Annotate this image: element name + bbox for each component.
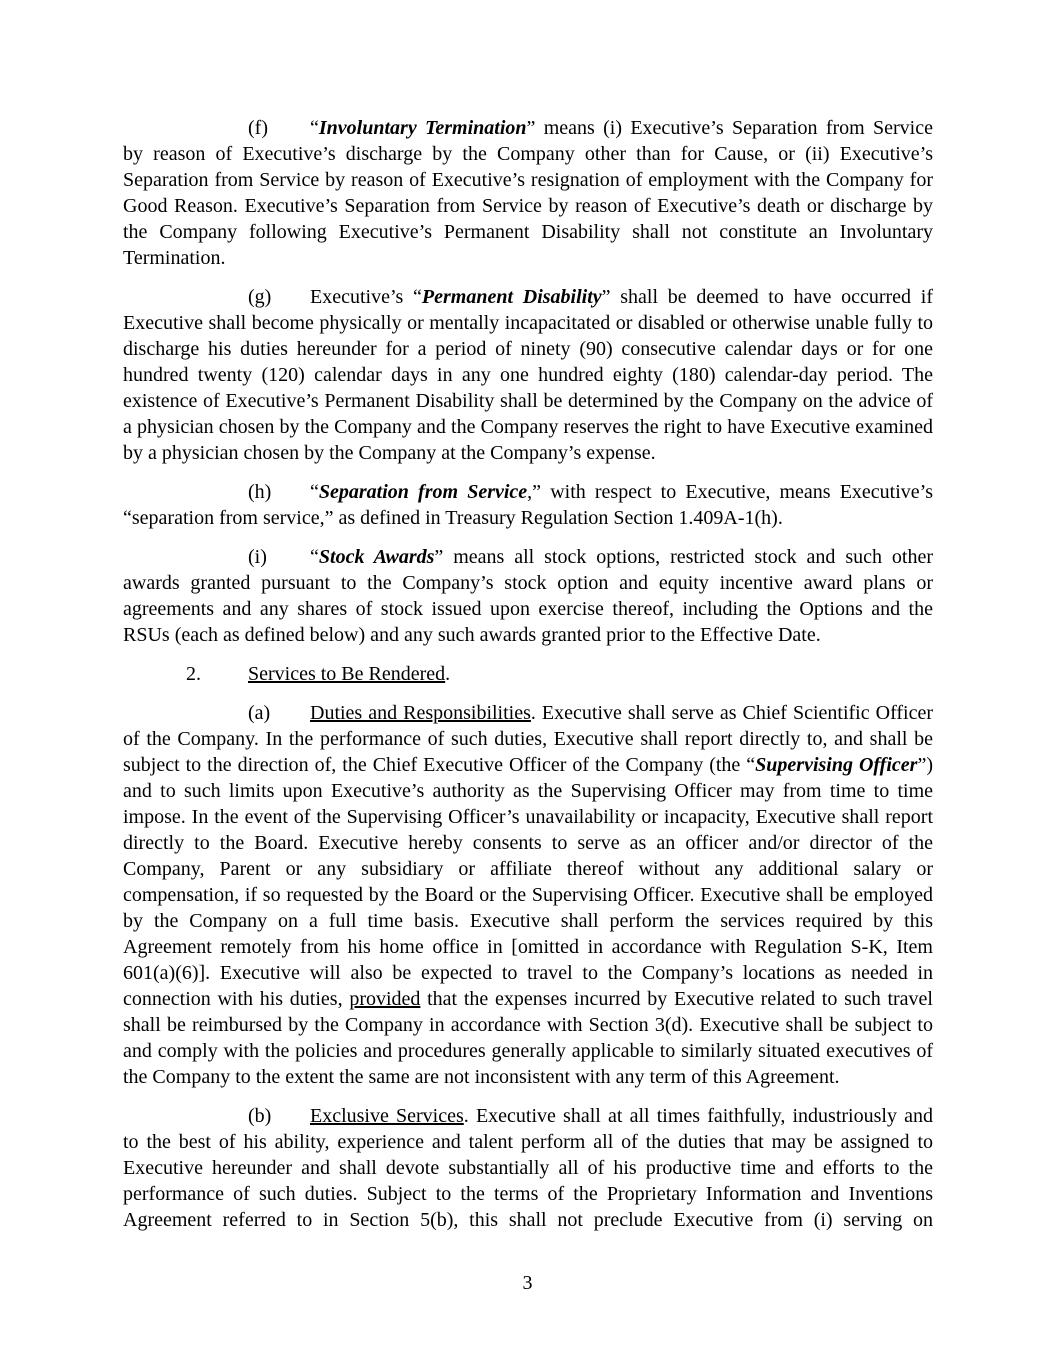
paragraph-definition-h: [123, 479, 933, 531]
section-number: 2.: [186, 663, 201, 685]
document-content: [123, 115, 933, 1246]
text-run: ” shall be deemed to have occurred if Executive shall become physically or mentally incapacitated or disabled or otherwise unable fully to discharge his duties hereunder for a period of ninety (90) consecutive calendar days or for one hundred twenty (120) calendar days in any one hundred eighty (180) calendar-day period. The existence of Executive’s Permanent Disability shall be determined by the Company on the advice of a physician chosen by the Company and the Company reserves the right to have Executive examined by a physician chosen by the Company at the Company’s expense.: [123, 286, 933, 464]
text-run: .: [445, 663, 451, 685]
page-number: 3: [522, 1272, 533, 1294]
section-2-heading: [123, 661, 933, 687]
paragraph-definition-f: [123, 115, 933, 271]
text-run: ”) and to such limits upon Executive’s authority as the Supervising Officer may from time to time impose. In the event of the Supervising Officer’s unavailability or incapacity, Executive shall report directly to the Board. Executive hereby consents to serve as an officer and/or director of the Company, Parent or any subsidiary or affiliate thereof without any additional salary or compensation, if so requested by the Board or the Supervising Officer. Executive shall be employed by the Company on a full time basis. Executive shall perform the services required by this Agreement remotely from his home office in [omitted in accordance with Regulation S-K, Item 601(a)(6)]. Executive will also be expected to travel to the Company’s locations as needed in connection with his duties,: [123, 754, 933, 1010]
item-label: (f): [248, 117, 268, 139]
text-run: . Executive shall serve as Chief Scientific Officer of the Company. In the performance of such duties, Executive shall report directly to, and shall be subject to the direction of, the Chief Executive Officer of the Company (the “: [123, 702, 933, 776]
paragraph-definition-g: [123, 284, 933, 466]
item-label: (h): [248, 481, 272, 503]
text-run: “: [310, 481, 319, 503]
paragraph-definition-i: [123, 544, 933, 648]
text-run: Executive’s “: [310, 286, 422, 308]
defined-term-separation-from-service: Separation from Service: [318, 481, 528, 503]
paragraph-duties-and-responsibilities: [123, 700, 933, 1090]
text-run: ” means all stock options, restricted stock and such other awards granted pursuant to the Company’s stock option and equity incentive award plans or agreements and any shares of stock issued upon exercise thereof, including the Options and the RSUs (each as defined below) and any such awards granted prior to the Effective Date.: [123, 546, 933, 646]
item-label: (g): [248, 286, 272, 308]
defined-term-involuntary-termination: Involuntary Termination: [318, 117, 527, 139]
paragraph-exclusive-services: [123, 1103, 933, 1233]
text-run: “: [310, 546, 319, 568]
item-label: (b): [248, 1105, 272, 1127]
item-label: (a): [248, 702, 271, 724]
subsection-heading-underlined: Exclusive Services: [310, 1105, 464, 1127]
defined-term-stock-awards: Stock Awards: [318, 546, 435, 568]
underlined-word-provided: provided: [349, 988, 421, 1010]
text-run: that the expenses incurred by Executive related to such travel shall be reimbursed by the Company in accordance with Section 3(d). Executive shall be subject to and comply with the policies and procedures generally applicable to similarly situated executives of the Company to the extent the same are not inconsistent with any term of this Agreement.: [123, 988, 933, 1088]
defined-term-permanent-disability: Permanent Disability: [421, 286, 602, 308]
defined-term-supervising-officer: Supervising Officer: [755, 754, 918, 776]
subsection-heading-underlined: Duties and Responsibilities: [310, 702, 531, 724]
text-run: . Executive shall at all times faithfully, industriously and to the best of his ability, experience and talent perform all of the duties that may be assigned to Executive hereunder and shall devote substantially all of his productive time and efforts to the performance of such duties. Subject to the terms of the Proprietary Information and Inventions Agreement referred to in Section 5(b), this shall not preclude Executive from (i) serving on: [123, 1105, 933, 1231]
text-run: ” means (i) Executive’s Separation from Service by reason of Executive’s discharge by the Company other than for Cause, or (ii) Executive’s Separation from Service by reason of Executive’s resignation of employment with the Company for Good Reason. Executive’s Separation from Service by reason of Executive’s death or discharge by the Company following Executive’s Permanent Disability shall not constitute an Involuntary Termination.: [123, 117, 933, 269]
text-run: “: [310, 117, 319, 139]
section-title-underlined: Services to Be Rendered: [248, 663, 446, 685]
item-label: (i): [248, 546, 267, 568]
text-run: ,” with respect to Executive, means Executive’s “separation from service,” as defined in Treasury Regulation Section 1.409A-1(h).: [123, 481, 933, 529]
